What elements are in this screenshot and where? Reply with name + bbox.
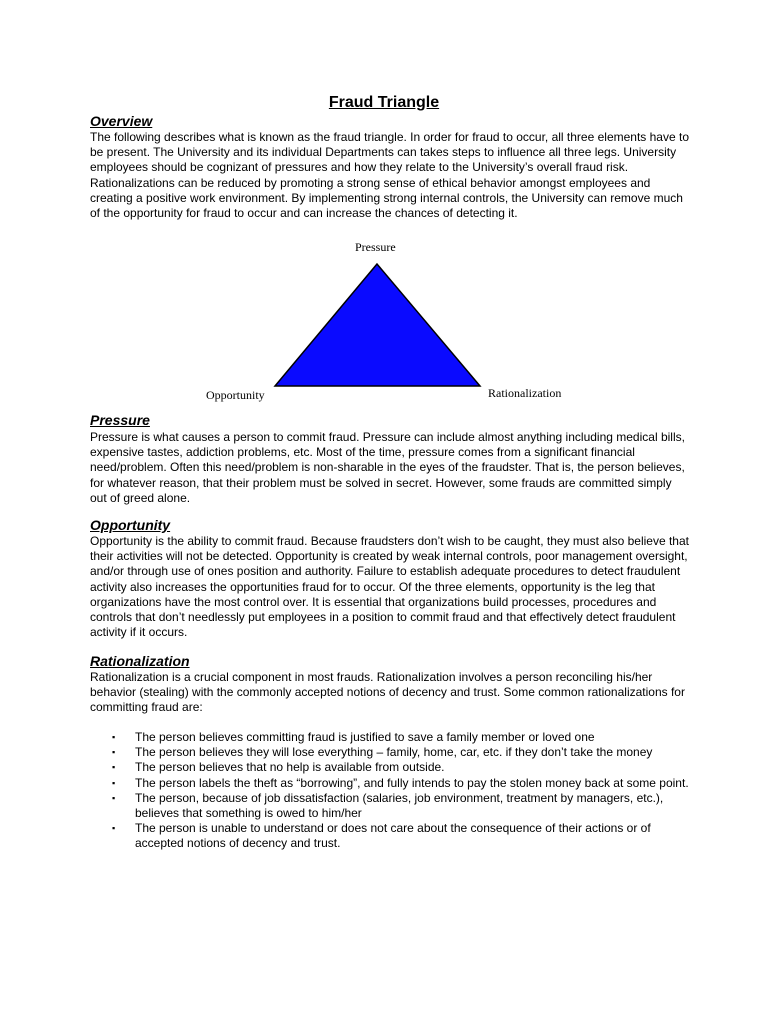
list-item: [90, 776, 690, 791]
rationalization-label: Rationalization: [488, 386, 562, 400]
list-item-text: The person believes committing fraud is justified to save a family member or loved one: [135, 730, 595, 744]
list-item: [90, 821, 690, 851]
bullet-icon: ▪: [112, 777, 116, 788]
list-item: [90, 730, 690, 745]
overview-text: The following describes what is known as the fraud triangle. In order for fraud to occur, all three elements have to be present. The University and its individual Departments can takes steps to influence all three legs. University employees should be cognizant of pressures and how they relate to the University’s overall fraud risk. Rationalizations can be reduced by promoting a strong sense of ethical behavior amongst employees and creating a positive work environment. By implementing strong internal controls, the University can remove much of the opportunity for fraud to occur and can increase the chances of detecting it.: [90, 130, 689, 221]
rationalization-list: [90, 730, 690, 852]
list-item-text: The person labels the theft as “borrowing”, and fully intends to pay the stolen money back at some point.: [135, 775, 689, 790]
bullet-icon: ▪: [112, 747, 116, 758]
list-item: [90, 760, 690, 775]
rationalization-text: Rationalization is a crucial component in most frauds. Rationalization involves a person reconciling his/her behavior (stealing) with the commonly accepted notions of decency and trust. Some common rationalizations for committing fraud are:: [90, 670, 685, 715]
bullet-icon: ▪: [112, 792, 116, 803]
list-item: [90, 791, 690, 821]
list-item-text: The person believes that no help is available from outside.: [135, 760, 445, 775]
overview-heading: Overview: [90, 113, 153, 129]
list-item-text: The person, because of job dissatisfaction (salaries, job environment, treatment by managers, etc.), believes that something is owed to him/her: [135, 790, 664, 821]
list-item: [90, 745, 690, 760]
bullet-icon: ▪: [112, 732, 116, 742]
triangle-shape: [275, 264, 480, 386]
opportunity-label: Opportunity: [206, 388, 265, 402]
bullet-icon: ▪: [112, 823, 116, 834]
bullet-icon: ▪: [112, 762, 116, 773]
list-item-text: The person is unable to understand or does not care about the consequence of their actions or of accepted notions of decency and trust.: [135, 821, 651, 851]
pressure-text: Pressure is what causes a person to commit fraud. Pressure can include almost anything including medical bills, expensive tastes, addiction problems, etc. Most of the time, pressure comes from a significant financial need/problem. Often this need/problem is non-sharable in the eyes of the fraudster. That is, the person believes, for whatever reason, that their problem must be solved in secret. However, some frauds are committed simply out of greed alone.: [90, 430, 685, 505]
rationalization-heading: Rationalization: [90, 653, 190, 669]
list-item-text: The person believes they will lose everything – family, home, car, etc. if they don’t take the money: [135, 745, 653, 760]
opportunity-heading: Opportunity: [90, 517, 171, 533]
fraud-triangle-diagram: [190, 238, 580, 408]
pressure-label: Pressure: [355, 240, 396, 254]
triangle-svg: [190, 238, 580, 408]
document-title: Fraud Triangle: [328, 94, 440, 111]
opportunity-text: Opportunity is the ability to commit fraud. Because fraudsters don’t wish to be caught, they must also believe that their activities will not be detected. Opportunity is created by weak internal controls, poor management oversight, and/or through use of ones position and authority. Failure to establish adequate procedures to detect fraudulent activity also increases the opportunities fraud for to occur. Of the three elements, opportunity is the leg that organizations have the most control over. It is essential that organizations build processes, procedures and controls that don’t needlessly put employees in a position to commit fraud and that effectively detect fraudulent activity if it occurs.: [90, 534, 689, 640]
pressure-heading: Pressure: [90, 412, 150, 428]
